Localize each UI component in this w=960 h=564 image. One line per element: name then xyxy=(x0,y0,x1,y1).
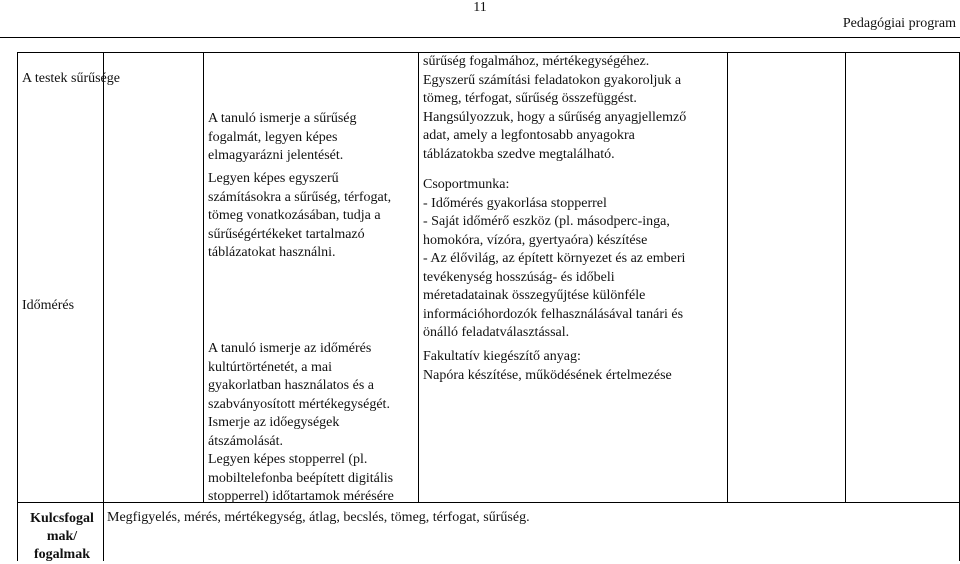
page-number: 11 xyxy=(473,0,487,15)
keywords-text: Megfigyelés, mérés, mértékegység, átlag, becslés, tömeg, térfogat, sűrűség. xyxy=(107,510,530,525)
requirement-time-measurement: A tanuló ismerje az időmérés kultúrtörténetét, a mai gyakorlatban használatos és a szabványosított mértékegységét. Ismerje az időegységek átszámolását. Legyen képes stopperrel (pl. mobiltelefonba beépített digitális stopperrel) időtartamok mérésére xyxy=(208,341,394,504)
activity-group-work: Csoportmunka: - Időmérés gyakorlása stopperrel - Saját időmérő eszköz (pl. másodperc-inga, homokóra, vízóra, gyertyaóra) készítése - Az élővilág, az épített környezet és az emberi tevékenység hosszúság- és időbeli méretadatainak összegyűjtése különféle információhordozók felhasználásával tanári és önálló feladatválasztással. xyxy=(423,177,686,340)
program-title: Pedagógiai program xyxy=(842,16,956,31)
column-divider-3 xyxy=(418,52,419,502)
column-divider-1 xyxy=(103,52,104,561)
column-divider-2 xyxy=(203,52,204,502)
column-divider-4 xyxy=(727,52,728,502)
header-rule xyxy=(0,37,960,38)
topic-density: A testek sűrűsége xyxy=(22,71,120,86)
activity-optional: Fakultatív kiegészítő anyag: Napóra készítése, működésének értelmezése xyxy=(423,349,672,383)
column-divider-5 xyxy=(845,52,846,502)
keywords-label: Kulcsfogal mak/ fogalmak xyxy=(30,511,94,562)
keywords-top-border xyxy=(17,502,960,503)
requirement-density: A tanuló ismerje a sűrűség fogalmát, legyen képes elmagyarázni jelentését. xyxy=(208,111,357,163)
activity-density: sűrűség fogalmához, mértékegységéhez. Egyszerű számítási feladatokon gyakoroljuk a tömeg, térfogat, sűrűség összefüggést. Hangsúlyozzuk, hogy a sűrűség anyagjellemző adat, amely a legfontosabb anyagokra táblázatokba szedve megtalálható. xyxy=(423,54,687,162)
topic-time-measurement: Időmérés xyxy=(22,298,75,313)
table-left-border xyxy=(17,52,18,561)
requirement-calculation: Legyen képes egyszerű számításokra a sűrűség, térfogat, tömeg vonatkozásában, tudja a sűrűségértékeket tartalmazó táblázatokat használni. xyxy=(208,171,392,260)
